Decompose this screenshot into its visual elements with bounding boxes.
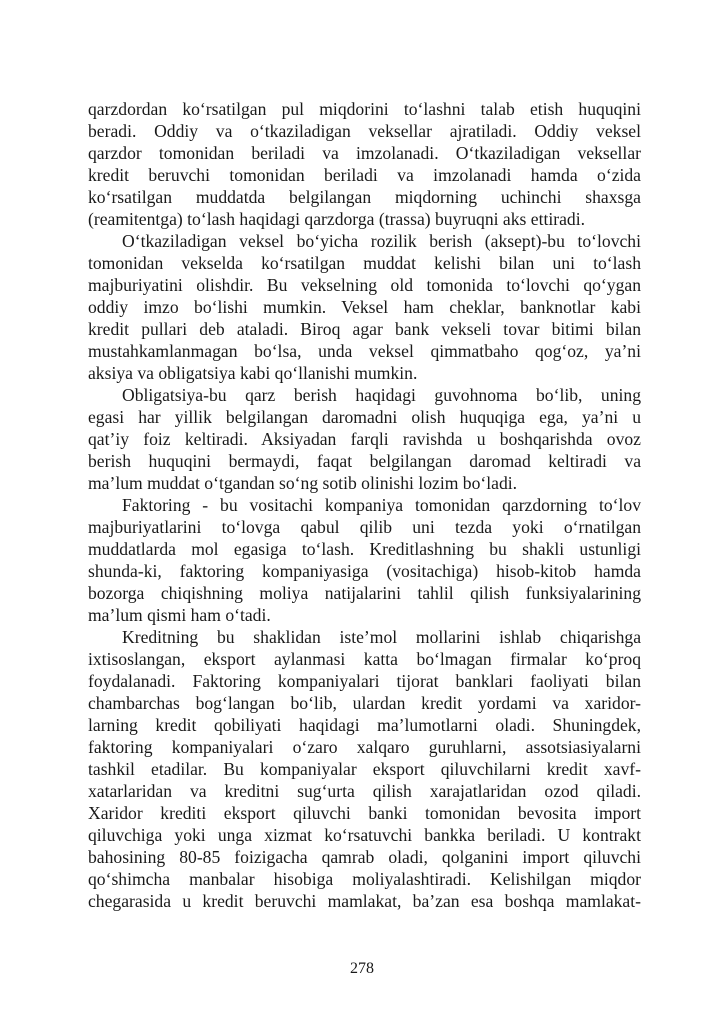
- text-line: aksiya va obligatsiya kabi qo‘llanishi mumkin.: [88, 363, 418, 383]
- text-line: Kreditning bu shaklidan iste’mol mollarini ishlab chiqarishga: [122, 627, 641, 647]
- text-line: majburiyatini olishdir. Bu vekselning old tomonida to‘lovchi qo‘ygan: [88, 275, 641, 295]
- text-line: chegarasida u kredit beruvchi mamlakat, ba’zan esa boshqa mamlakat-: [88, 891, 641, 911]
- text-line: kredit pullari deb ataladi. Biroq agar bank vekseli tovar bitimi bilan: [88, 319, 641, 339]
- text-line: chambarchas bog‘langan bo‘lib, ulardan kredit yordami va xaridor-: [88, 693, 641, 713]
- text-line: ixtisoslangan, eksport aylanmasi katta bo‘lmagan firmalar ko‘proq: [88, 649, 641, 669]
- text-line: tomonidan vekselda ko‘rsatilgan muddat kelishi bilan uni to‘lash: [88, 253, 641, 273]
- paragraph: [88, 494, 641, 626]
- text-line: foydalanadi. Faktoring kompaniyalari tijorat banklari faoliyati bilan: [88, 671, 641, 691]
- text-line: majburiyatlarini to‘lovga qabul qilib uni tezda yoki o‘rnatilgan: [88, 517, 641, 537]
- page-body: [88, 98, 641, 912]
- text-line: shunda-ki, faktoring kompaniyasiga (vositachiga) hisob-kitob hamda: [88, 561, 641, 581]
- text-line: kredit beruvchi tomonidan beriladi va imzolanadi hamda o‘zida: [88, 165, 641, 185]
- text-line: xatarlaridan va kreditni sug‘urta qilish xarajatlaridan ozod qiladi.: [88, 781, 641, 801]
- paragraph: [88, 384, 641, 494]
- text-line: tashkil etadilar. Bu kompaniyalar eksport qiluvchilarni kredit xavf-: [88, 759, 641, 779]
- page-number: 278: [350, 960, 374, 977]
- text-line: ko‘rsatilgan muddatda belgilangan miqdorning uchinchi shaxsga: [88, 187, 641, 207]
- text-line: ma’lum qismi ham o‘tadi.: [88, 605, 271, 625]
- text-line: qarzdordan ko‘rsatilgan pul miqdorini to‘lashni talab etish huquqini: [88, 99, 641, 119]
- text-line: beradi. Oddiy va o‘tkaziladigan veksellar ajratiladi. Oddiy veksel: [88, 121, 641, 141]
- text-line: mustahkamlanmagan bo‘lsa, unda veksel qimmatbaho qog‘oz, ya’ni: [88, 341, 641, 361]
- text-line: bahosining 80-85 foizigacha qamrab oladi, qolganini import qiluvchi: [88, 847, 641, 867]
- text-line: oddiy imzo bo‘lishi mumkin. Veksel ham cheklar, banknotlar kabi: [88, 297, 641, 317]
- text-line: qiluvchiga yoki unga xizmat ko‘rsatuvchi bankka beriladi. U kontrakt: [88, 825, 641, 845]
- text-line: Obligatsiya-bu qarz berish haqidagi guvohnoma bo‘lib, uning: [122, 385, 641, 405]
- text-line: Xaridor krediti eksport qiluvchi banki tomonidan bevosita import: [88, 803, 641, 823]
- paragraph: [88, 230, 641, 384]
- text-line: muddatlarda mol egasiga to‘lash. Kreditlashning bu shakli ustunligi: [88, 539, 641, 559]
- paragraph: [88, 98, 641, 230]
- text-line: berish huquqini bermaydi, faqat belgilangan daromad keltiradi va: [88, 451, 641, 471]
- text-line: qat’iy foiz keltiradi. Aksiyadan farqli ravishda u boshqarishda ovoz: [88, 429, 641, 449]
- text-line: larning kredit qobiliyati haqidagi ma’lumotlarni oladi. Shuningdek,: [88, 715, 641, 735]
- text-line: qo‘shimcha manbalar hisobiga moliyalashtiradi. Kelishilgan miqdor: [88, 869, 641, 889]
- text-line: (reamitentga) to‘lash haqidagi qarzdorga (trassa) buyruqni aks ettiradi.: [88, 209, 586, 229]
- text-line: qarzdor tomonidan beriladi va imzolanadi. O‘tkaziladigan veksellar: [88, 143, 641, 163]
- text-line: bozorga chiqishning moliya natijalarini tahlil qilish funksiyalarining: [88, 583, 641, 603]
- text-line: ma’lum muddat o‘tgandan so‘ng sotib olinishi lozim bo‘ladi.: [88, 473, 518, 493]
- text-line: Faktoring - bu vositachi kompaniya tomonidan qarzdorning to‘lov: [122, 495, 641, 515]
- text-line: faktoring kompaniyalari o‘zaro xalqaro guruhlarni, assotsiasiyalarni: [88, 737, 641, 757]
- text-line: egasi har yillik belgilangan daromadni olish huquqiga ega, ya’ni u: [88, 407, 641, 427]
- paragraph: [88, 626, 641, 912]
- text-line: O‘tkaziladigan veksel bo‘yicha rozilik berish (aksept)-bu to‘lovchi: [122, 231, 641, 251]
